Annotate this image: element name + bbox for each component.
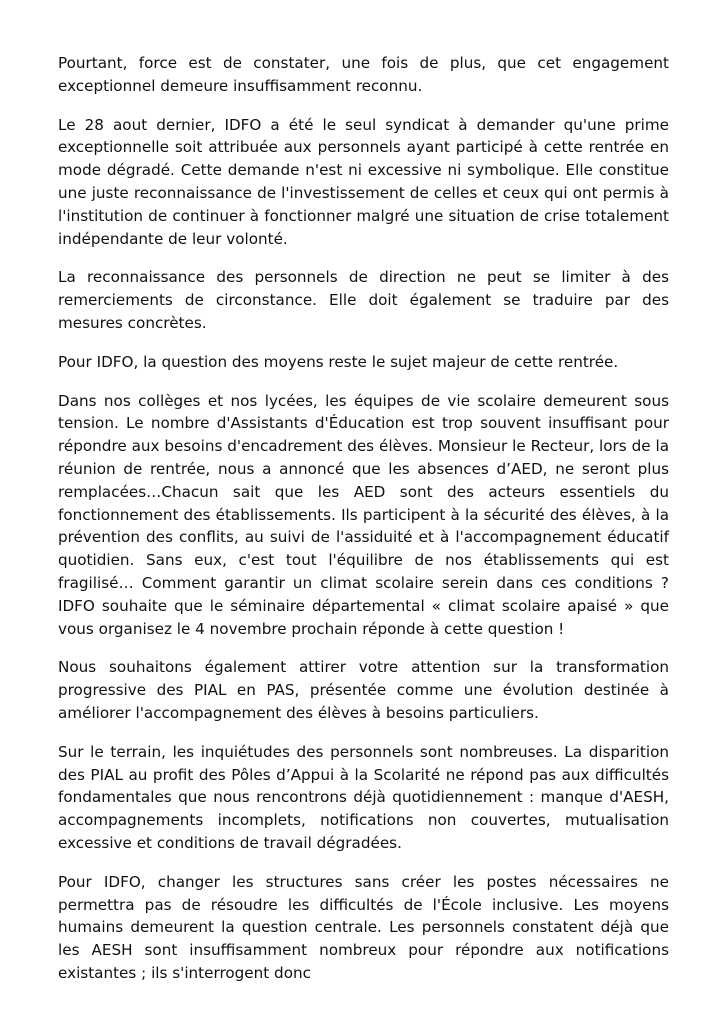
paragraph-ecole-inclusive: Pour IDFO, changer les structures sans créer les postes nécessaires ne permettra pas de résoudre les difficultés de l'École inclusive. Les moyens humains demeurent la question centrale. Les personnels constatent déjà que les AESH sont insuffisamment nombreux pour répondre aux notifications existantes ; ils s'interrogent donc [58,872,669,982]
paragraph-inquietudes-terrain: Sur le terrain, les inquiétudes des personnels sont nombreuses. La disparition des PIAL au profit des Pôles d’Appui à la Scolarité ne répond pas aux difficultés fondamentales que nous rencontrons déjà quotidiennement : manque d'AESH, accompagnements incomplets, notifications non couvertes, mutualisation excessive et conditions de travail dégradées. [58,742,669,852]
paragraph-question-moyens: Pour IDFO, la question des moyens reste le sujet majeur de cette rentrée. [58,352,619,371]
paragraph-prime-exceptionnelle: Le 28 aout dernier, IDFO a été le seul syndicat à demander qu'une prime exceptionnelle soit attribuée aux personnels ayant participé à cette rentrée en mode dégradé. Cette demande n'est ni excessive ni symbolique. Elle constitue une juste reconnaissance de l'investissement de celles et ceux qui ont permis à l'institution de continuer à fonctionner malgré une situation de crise totalement indépendante de leur volonté. [58,115,669,248]
document-body [58,52,669,985]
paragraph-reconnaissance-direction: La reconnaissance des personnels de direction ne peut se limiter à des remerciements de circonstance. Elle doit également se traduire par des mesures concrètes. [58,268,669,332]
paragraph-vie-scolaire: Dans nos collèges et nos lycées, les équipes de vie scolaire demeurent sous tension. Le nombre d'Assistants d'Éducation est trop souvent insuffisant pour répondre aux besoins d'encadrement des élèves. Monsieur le Recteur, lors de la réunion de rentrée, nous a annoncé que les absences d’AED, ne seront plus remplacées…Chacun sait que les AED sont des acteurs essentiels du fonctionnement des établissements. Ils participent à la sécurité des élèves, à la prévention des conflits, au suivi de l'assiduité et à l'accompagnement éducatif quotidien. Sans eux, c'est tout l'équilibre de nos établissements qui est fragilisé… Comment garantir un climat scolaire serein dans ces conditions ? IDFO souhaite que le séminaire départemental « climat scolaire apaisé » que vous organisez le 4 novembre prochain réponde à cette question ! [58,391,669,638]
paragraph-engagement-reconnu: Pourtant, force est de constater, une fois de plus, que cet engagement exceptionnel demeure insuffisamment reconnu. [58,54,669,95]
paragraph-pial-pas: Nous souhaitons également attirer votre attention sur la transformation progressive des PIAL en PAS, présentée comme une évolution destinée à améliorer l'accompagnement des élèves à besoins particuliers. [58,658,669,722]
